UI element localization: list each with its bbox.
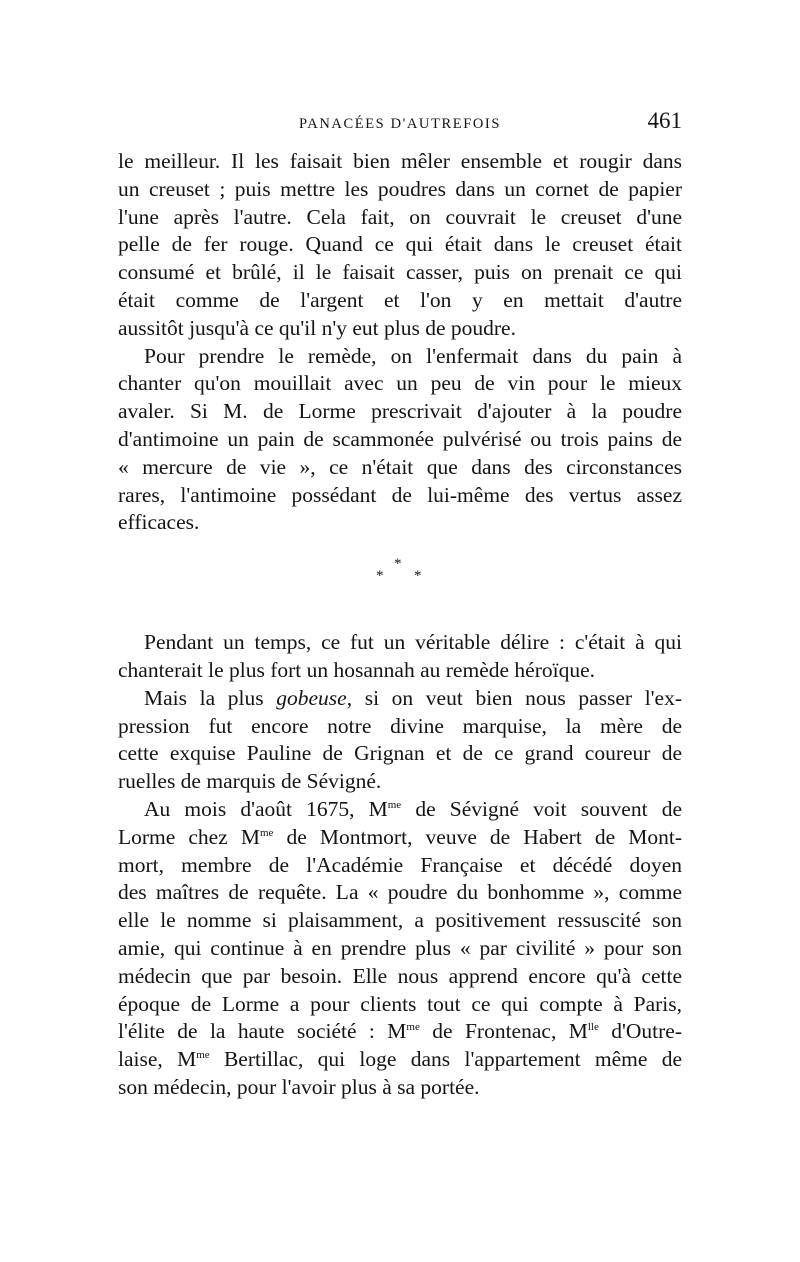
running-title: PANACÉES D'AUTREFOIS: [298, 116, 502, 132]
text-line: avaler. Si M. de Lorme prescrivait d'ajouter à la poudre: [118, 399, 682, 424]
text-line: aussitôt jusqu'à ce qu'il n'y eut plus de poudre.: [118, 315, 516, 340]
text-line: le meilleur. Il les faisait bien mêler ensemble et rougir dans: [118, 149, 682, 173]
text-line: pelle de fer rouge. Quand ce qui était dans le creuset était: [118, 232, 682, 257]
superscript: me: [196, 1048, 210, 1061]
text-line: mort, membre de l'Académie Française et décédé doyen: [118, 852, 682, 877]
text-line: Pendant un temps, ce fut un véritable délire : c'était à qui: [144, 630, 682, 655]
section-separator: [118, 551, 682, 611]
page-body: [118, 148, 682, 1102]
text-line: [118, 796, 682, 824]
text-line: [118, 1018, 682, 1046]
text-line: [118, 685, 682, 713]
text-line: Pour prendre le remède, on l'enfermait dans du pain à: [144, 343, 682, 368]
text-run: l'élite de la haute société : M: [118, 1019, 407, 1044]
text-line: d'antimoine un pain de scammonée pulvérisé ou trois pains de: [118, 426, 682, 451]
text-run: d'Outre-: [598, 1019, 682, 1044]
asterisk-icon: *: [376, 568, 384, 585]
text-run: , si on veut bien nous passer l'ex-: [346, 685, 682, 710]
text-run: de Sévigné voit souvent de: [401, 796, 682, 821]
asterisk-icon: *: [414, 568, 422, 585]
text-line: l'une après l'autre. Cela fait, on couvrait le creuset d'une: [118, 204, 682, 229]
paragraph-4: [118, 685, 682, 796]
text-line: consumé et brûlé, il le faisait casser, puis on prenait ce qui: [118, 260, 682, 285]
text-line: ruelles de marquis de Sévigné.: [118, 769, 382, 794]
text-run: Bertillac, qui loge dans l'appartement même de: [209, 1047, 682, 1072]
text-run: laise, M: [118, 1047, 197, 1072]
superscript: me: [259, 826, 274, 839]
text-line: efficaces.: [118, 510, 200, 535]
text-run: de Montmort, veuve de Habert de Mont-: [273, 824, 682, 849]
paragraph-1: [118, 148, 682, 343]
paragraph-5: [118, 796, 682, 1102]
superscript: me: [406, 1021, 420, 1034]
superscript: lle: [587, 1021, 599, 1034]
paragraph-3: [118, 629, 682, 685]
running-head: [118, 108, 682, 138]
text-line: « mercure de vie », ce n'était que dans des circonstances: [118, 454, 682, 479]
text-line: des maîtres de requête. La « poudre du bonhomme », comme: [118, 880, 682, 905]
text-line: médecin que par besoin. Elle nous apprend encore qu'à cette: [118, 963, 682, 988]
text-line: [118, 824, 682, 852]
text-line: un creuset ; puis mettre les poudres dans un cornet de papier: [118, 176, 682, 201]
paragraph-2: [118, 343, 682, 538]
text-line: cette exquise Pauline de Grignan et de ce grand coureur de: [118, 741, 682, 766]
text-line: pression fut encore notre divine marquise, la mère de: [118, 713, 682, 738]
text-line: elle le nomme si plaisamment, a positivement ressuscité son: [118, 908, 682, 933]
asterisk-icon: *: [394, 556, 402, 573]
text-line: chanterait le plus fort un hosannah au remède héroïque.: [118, 657, 595, 682]
text-line: [118, 1046, 682, 1074]
superscript: me: [387, 798, 402, 811]
page-number: 461: [647, 108, 682, 133]
text-run: Lorme chez M: [118, 824, 260, 849]
italic-word: gobeuse: [276, 685, 347, 710]
text-run: Au mois d'août 1675, M: [144, 796, 388, 821]
text-line: époque de Lorme a pour clients tout ce qui compte à Paris,: [118, 991, 682, 1016]
text-line: rares, l'antimoine possédant de lui-même des vertus assez: [118, 482, 682, 507]
text-run: Mais la plus: [144, 685, 277, 710]
text-run: de Frontenac, M: [419, 1019, 588, 1044]
text-line: était comme de l'argent et l'on y en mettait d'autre: [118, 287, 682, 312]
text-line: amie, qui continue à en prendre plus « par civilité » pour son: [118, 935, 682, 960]
text-line: son médecin, pour l'avoir plus à sa portée.: [118, 1074, 480, 1099]
text-line: chanter qu'on mouillait avec un peu de vin pour le mieux: [118, 371, 682, 396]
